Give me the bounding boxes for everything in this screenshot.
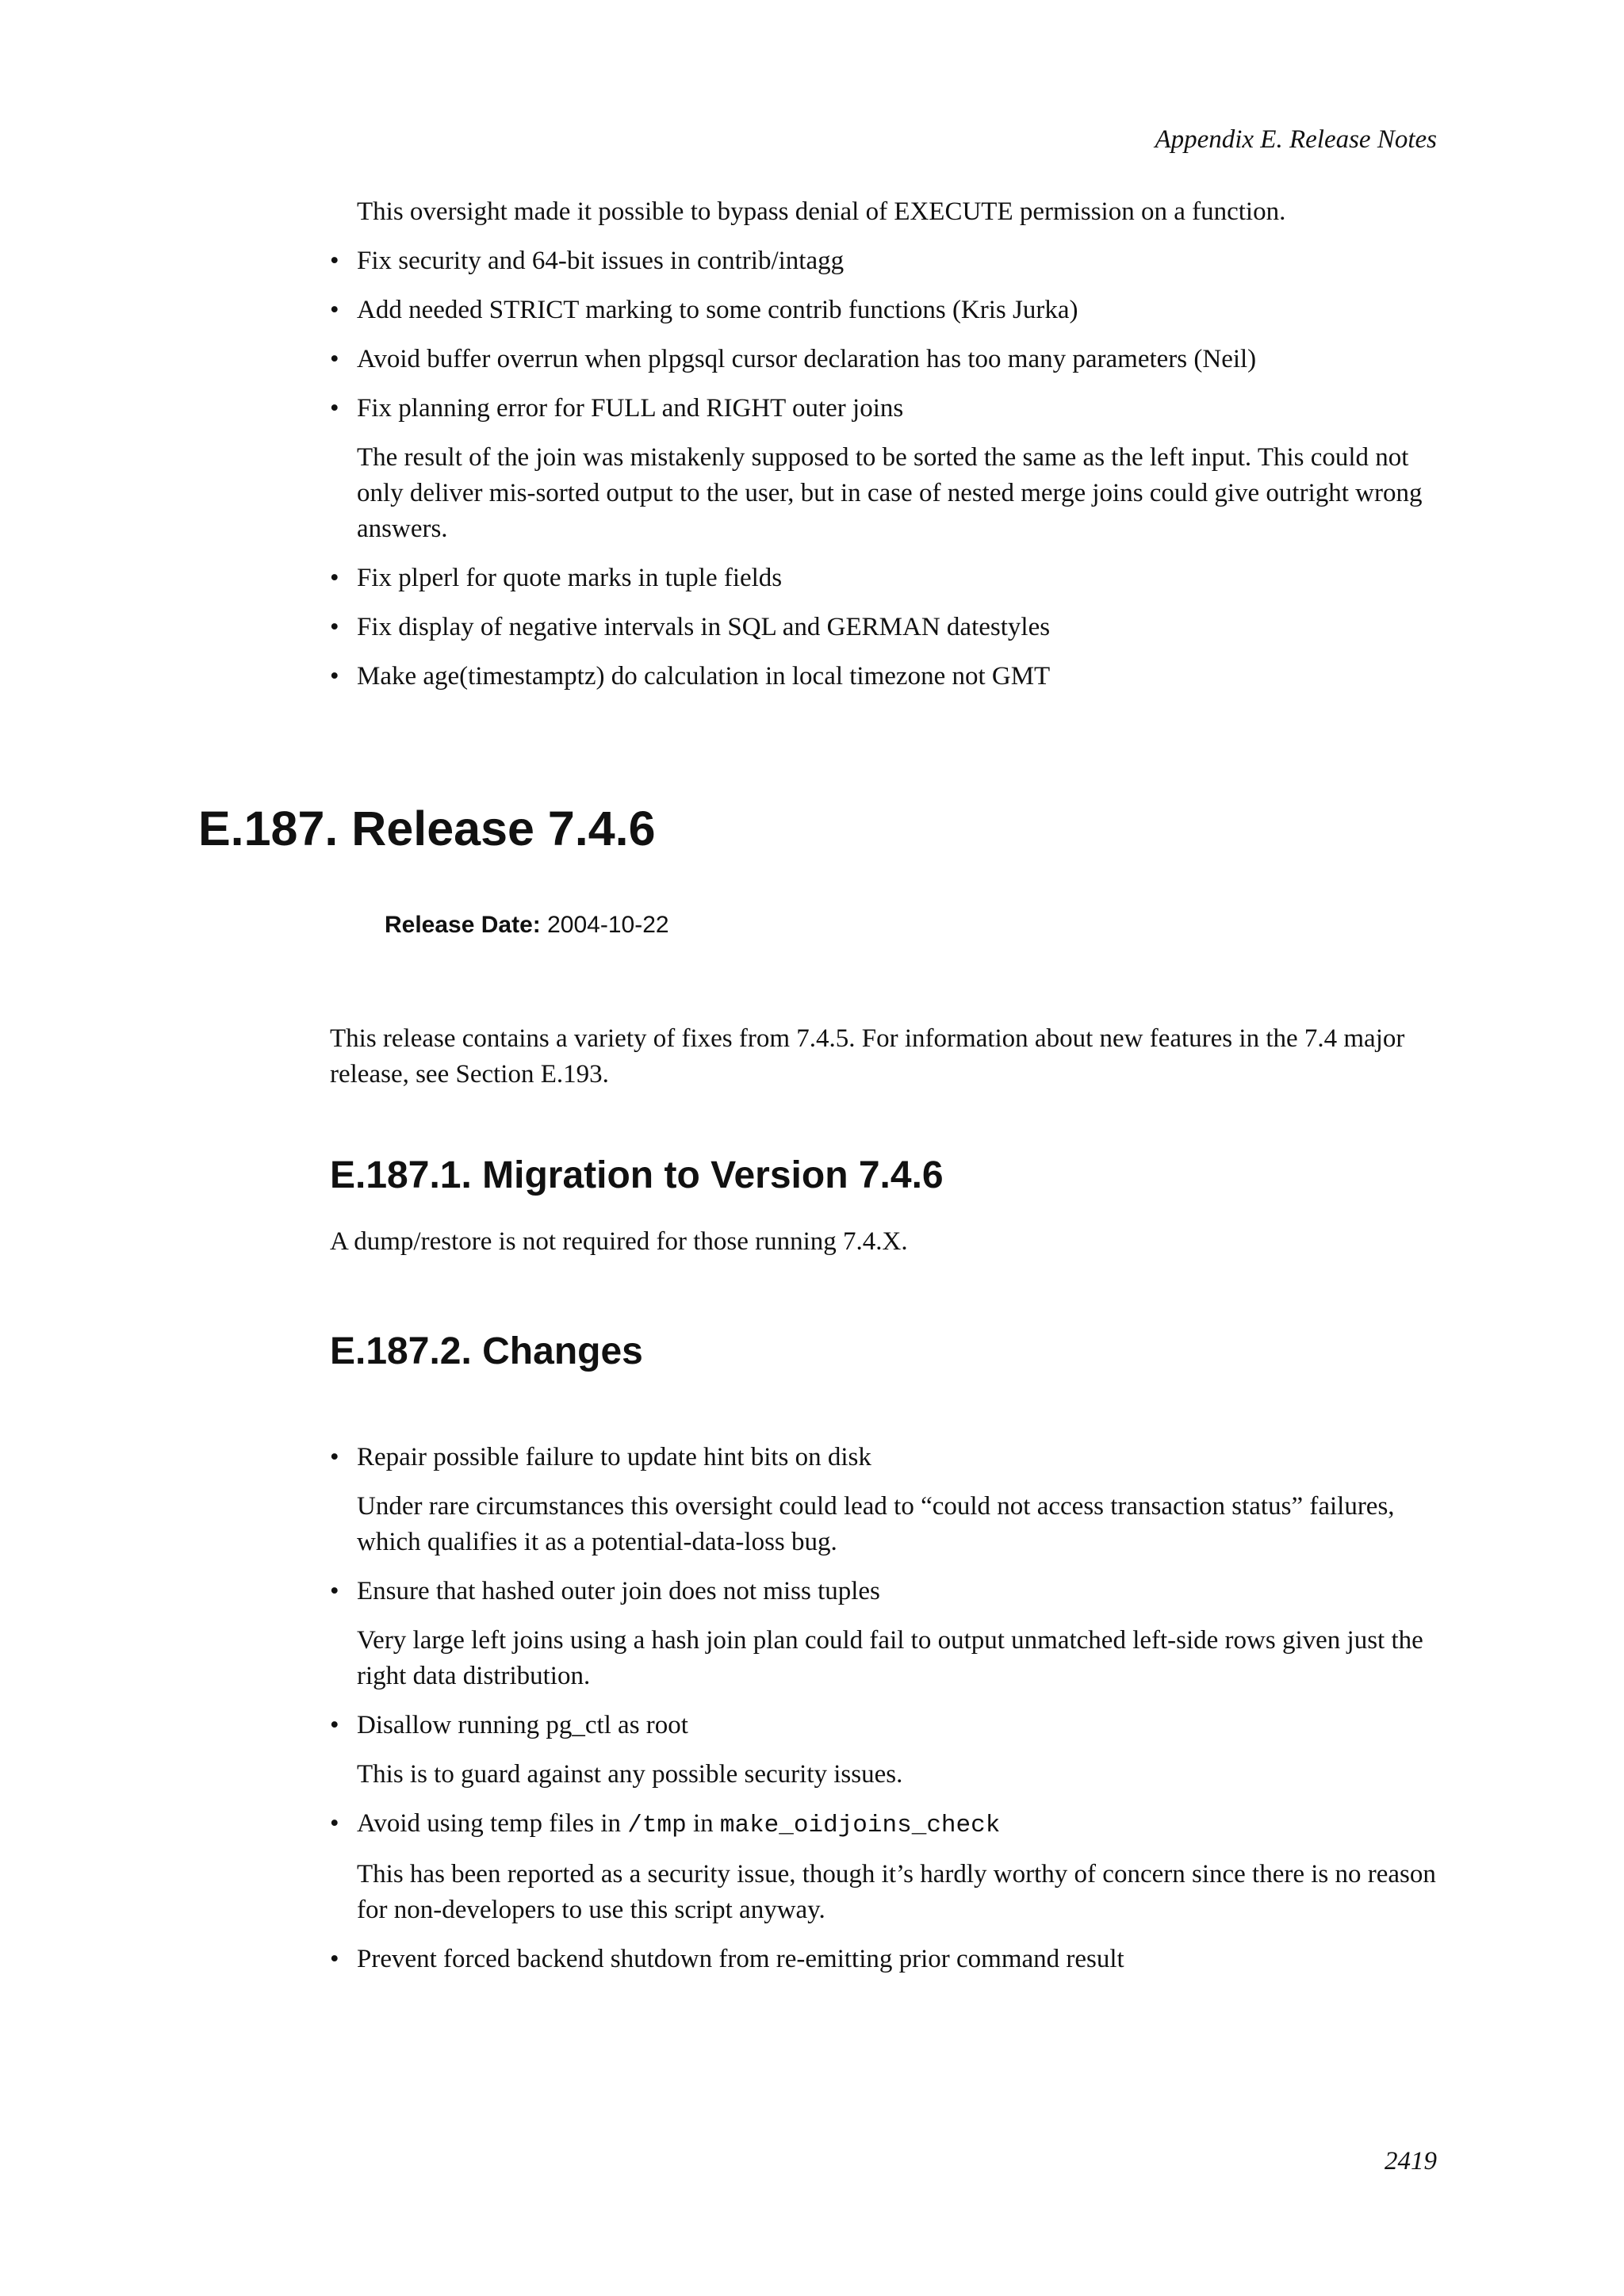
continuation-lead: This oversight made it possible to bypass denial of EXECUTE permission on a function. (357, 197, 1286, 226)
list-item (330, 1440, 1440, 1560)
bullet-icon: • (330, 394, 339, 423)
list-item-note: Very large left joins using a hash join plan could fail to output unmatched left-side rows given just the right data distribution. (357, 1626, 1423, 1690)
running-header: Appendix E. Release Notes (1155, 125, 1437, 154)
list-item (330, 659, 1440, 695)
list-item-text: Disallow running pg_ctl as root (357, 1711, 688, 1739)
changes-list (330, 1440, 1440, 1977)
list-item (330, 1942, 1440, 1977)
bullet-icon: • (330, 662, 339, 691)
section-title: E.187. Release 7.4.6 (198, 802, 656, 855)
bullet-icon: • (330, 613, 339, 641)
list-item-text: Fix plperl for quote marks in tuple fields (357, 564, 783, 592)
bullet-icon: • (330, 296, 339, 324)
bullet-icon: • (330, 345, 339, 373)
list-item-text: Make age(timestamptz) do calculation in local timezone not GMT (357, 662, 1051, 691)
list-item-text: Avoid buffer overrun when plpgsql cursor declaration has too many parameters (Neil) (357, 345, 1257, 373)
bullet-icon: • (330, 1711, 339, 1739)
list-item-text-middle: in (686, 1809, 720, 1838)
release-date-label: Release Date: (385, 912, 541, 938)
list-item-text: Ensure that hashed outer join does not miss tuples (357, 1577, 880, 1605)
bullet-icon: • (330, 1443, 339, 1471)
list-item-text: Fix planning error for FULL and RIGHT outer joins (357, 394, 904, 423)
list-item (330, 561, 1440, 596)
migration-text: A dump/restore is not required for those running 7.4.X. (330, 1227, 908, 1256)
bullet-icon: • (330, 1809, 339, 1838)
list-item-note: This has been reported as a security issue, though it’s hardly worthy of concern since there is no reason for non-developers to use this script anyway. (357, 1860, 1436, 1924)
continuation-section (330, 194, 1440, 708)
section-intro: This release contains a variety of fixes from 7.4.5. For information about new features in the 7.4 major release, see Section E.193. (330, 1024, 1405, 1089)
list-item (330, 243, 1440, 279)
list-item (330, 391, 1440, 547)
list-item (330, 1806, 1440, 1928)
list-item-text: Prevent forced backend shutdown from re-emitting prior command result (357, 1945, 1124, 1973)
list-item-text: Repair possible failure to update hint bits on disk (357, 1443, 871, 1471)
list-item (330, 1574, 1440, 1694)
list-item-text: Add needed STRICT marking to some contrib functions (Kris Jurka) (357, 296, 1078, 324)
code-make-oidjoins-check: make_oidjoins_check (719, 1812, 1001, 1839)
list-item-note: This is to guard against any possible security issues. (357, 1760, 903, 1789)
bullet-icon: • (330, 247, 339, 275)
bullet-icon: • (330, 1577, 339, 1605)
bullet-icon: • (330, 564, 339, 592)
changes-section (330, 1440, 1440, 1991)
list-item-note: Under rare circumstances this oversight could lead to “could not access transaction status” failures, which qualifies it as a potential-data-loss bug. (357, 1492, 1395, 1556)
continuation-list (330, 243, 1440, 695)
list-item (330, 1708, 1440, 1793)
list-item (330, 293, 1440, 328)
list-item-text-prefix: Avoid using temp files in (357, 1809, 628, 1838)
release-date-value: 2004-10-22 (547, 912, 669, 938)
release-date (385, 912, 669, 939)
list-item-text: Fix display of negative intervals in SQL and GERMAN datestyles (357, 613, 1051, 641)
migration-title: E.187.1. Migration to Version 7.4.6 (330, 1154, 944, 1196)
changes-title: E.187.2. Changes (330, 1330, 643, 1372)
code-tmp: /tmp (627, 1812, 687, 1839)
list-item-note: The result of the join was mistakenly supposed to be sorted the same as the left input. This could not only deliver mis-sorted output to the user, but in case of nested merge joins could give outright wrong answers. (357, 443, 1423, 543)
page-number: 2419 (1385, 2147, 1437, 2175)
bullet-icon: • (330, 1945, 339, 1973)
list-item-text (357, 1806, 1440, 1843)
list-item (330, 342, 1440, 377)
list-item-text: Fix security and 64-bit issues in contrib/intagg (357, 247, 845, 275)
list-item (330, 610, 1440, 645)
